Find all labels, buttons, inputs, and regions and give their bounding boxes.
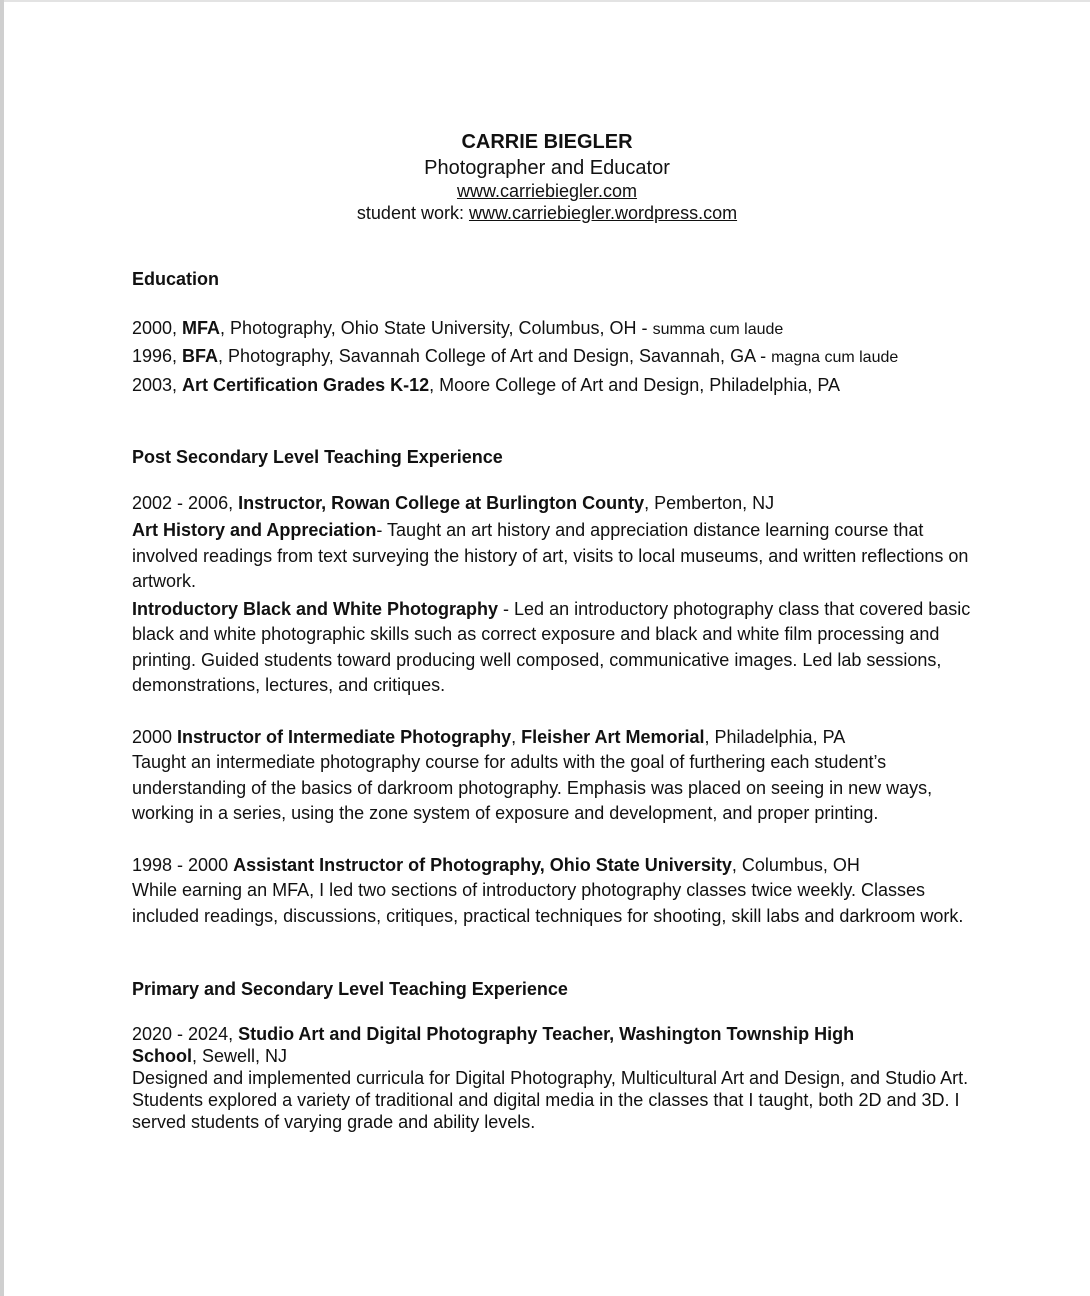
job-entry	[132, 1023, 972, 1133]
resume-page	[132, 128, 972, 1133]
education-heading: Education	[132, 269, 220, 289]
course-name: Art History and Appreciation	[132, 520, 377, 540]
resume-header	[132, 128, 962, 224]
course-separator: -	[498, 598, 515, 619]
job-years: 2002 - 2006,	[132, 492, 239, 513]
job-entry	[132, 853, 972, 930]
job-role: Instructor of Intermediate Photography	[177, 726, 512, 747]
resume-title: Photographer and Educator	[424, 157, 670, 179]
education-item	[132, 316, 972, 343]
job-entry	[132, 491, 972, 699]
job-description: Designed and implemented curricula for Digital Photography, Multicultural Art and Design, and Studio Art. Students explored a variety of traditional and digital media in the classes that I taught, both 2D and 3D. I served students of varying grade and ability levels.	[132, 1067, 969, 1132]
job-description: Taught an intermediate photography course for adults with the goal of furthering each student’s understanding of the basics of darkroom photography. Emphasis was placed on seeing in new ways, working in a series, using the zone system of exposure and development, and proper printing.	[132, 752, 933, 823]
course-separator: -	[376, 520, 388, 540]
education-details: , Photography, Ohio State University, Columbus, OH -	[220, 317, 653, 338]
page-left-edge	[0, 0, 4, 1296]
course-description: Led an introductory photography class that covered basic black and white photographic skills such as correct exposure and black and white film processing and printing. Guided students toward producing well composed, communicative images. Led lab sessions, demonstrations, lectures, and critiques.	[132, 598, 971, 695]
job-description: While earning an MFA, I led two sections of introductory photography classes twice weekly. Classes included readings, discussions, critiques, practical techniques for shooting, skill labs and darkroom work.	[132, 880, 964, 926]
job-location: , Philadelphia, PA	[704, 726, 846, 747]
education-details: , Photography, Savannah College of Art and Design, Savannah, GA -	[218, 346, 772, 366]
job-header	[132, 725, 972, 751]
job-location: , Pemberton, NJ	[644, 492, 775, 513]
education-item	[132, 373, 972, 399]
job-years: 2000	[132, 726, 178, 747]
education-details: , Moore College of Art and Design, Philadelphia, PA	[429, 374, 841, 395]
job-separator: ,	[511, 726, 522, 747]
primary-secondary-heading: Primary and Secondary Level Teaching Experience	[132, 979, 568, 999]
job-location: , Columbus, OH	[731, 854, 860, 875]
education-year: 2000,	[132, 317, 183, 338]
education-honor: magna cum laude	[771, 349, 899, 366]
job-years: 1998 - 2000	[132, 854, 234, 875]
education-item	[132, 344, 972, 371]
job-header	[132, 1023, 892, 1067]
page-top-edge	[0, 0, 1090, 2]
resume-name: CARRIE BIEGLER	[461, 131, 633, 153]
student-work-link[interactable]: www.carriebiegler.wordpress.com	[468, 203, 738, 223]
education-degree: MFA	[182, 317, 221, 338]
job-header	[132, 491, 972, 517]
website-link[interactable]: www.carriebiegler.com	[456, 181, 638, 201]
education-year: 2003,	[132, 374, 183, 395]
job-years: 2020 - 2024,	[132, 1023, 239, 1044]
education-honor: summa cum laude	[652, 320, 784, 338]
course-entry	[132, 597, 972, 699]
job-location: , Sewell, NJ	[192, 1045, 288, 1066]
job-role: Instructor, Rowan College at Burlington County	[238, 492, 645, 513]
education-degree: BFA	[182, 346, 219, 366]
job-role: Studio Art and Digital Photography Teacher, Washington Township High School	[132, 1023, 855, 1066]
job-organization: Fleisher Art Memorial	[521, 726, 705, 747]
job-entry	[132, 725, 972, 827]
course-description: Taught an art history and appreciation distance learning course that involved readings from text surveying the history of art, visits to local museums, and written reflections on artwork.	[132, 520, 969, 591]
education-year: 1996,	[132, 346, 183, 366]
course-name: Introductory Black and White Photography	[132, 598, 499, 619]
course-entry	[132, 518, 972, 595]
post-secondary-heading: Post Secondary Level Teaching Experience	[132, 447, 503, 467]
job-role: Assistant Instructor of Photography, Ohio State University	[233, 854, 732, 875]
education-list	[132, 316, 972, 399]
education-degree: Art Certification Grades K-12	[182, 374, 430, 395]
job-header	[132, 853, 972, 879]
student-work-label: student work:	[356, 203, 469, 223]
